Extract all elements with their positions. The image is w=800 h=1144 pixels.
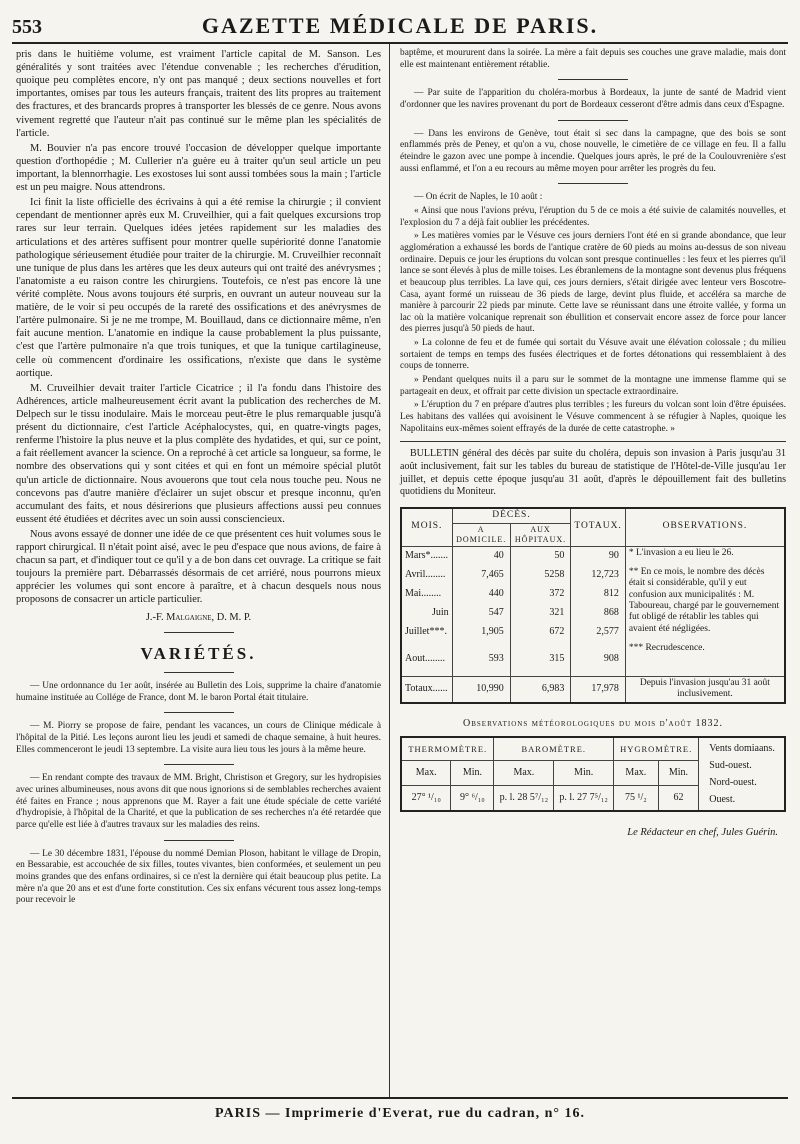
divider [164, 840, 234, 841]
col-header-totaux: TOTAUX. [571, 508, 626, 547]
cell-total-hopitaux: 6,983 [510, 676, 571, 702]
cell-total-label: Totaux...... [401, 676, 452, 702]
thermo-max-value: 27° ¹/₁₀ [401, 785, 451, 811]
max-label: Max. [614, 760, 659, 785]
news-item: — En rendant compte des travaux de MM. Bright, Christison et Gregory, sur les hydropisies avec urines albumineuses, nous avons dit que nous ignorions si de semblables recherches avaient été faites en France ; nous apprenons que M. Rayer a fait une étude spéciale de cette variété d'hydropisie, à l'hôpital de la Charité, et que la publication de ses recherches n'a été retardée que parce qu'elle est liée à d'autres travaux sur les maladies des reins. [16, 773, 381, 831]
editor-signature: Le Rédacteur en chef, Jules Guérin. [627, 827, 778, 839]
news-item: — Le 30 décembre 1831, l'épouse du nommé Demian Ploson, habitant le village de Dropin, en Bessarabie, est accouchée de six filles, toutes vivantes, bien conformées, et seulement un peu moins grandes que des enfans ordinaires, si ce n'est la dernière qui était beaucoup plus petite. La mère n'a que 20 ans et est d'une forte constitution. Ces six enfans vécurent tous assez long-temps pour recevoir le [16, 848, 381, 906]
wind-direction: Nord-ouest. [709, 777, 757, 789]
max-label: Max. [494, 760, 554, 785]
news-item: baptême, et moururent dans la soirée. La mère a fait depuis ses couches une grave maladie, mais dont elle est maintenant entièrement rétablie. [400, 48, 786, 70]
cell-domicile: 593 [452, 642, 510, 677]
cell-domicile: 440 [452, 585, 510, 604]
col-header-deces: DÉCÈS. [452, 508, 571, 523]
winds-cell [699, 737, 785, 811]
article-paragraph: M. Cruveilhier devait traiter l'article Cicatrice ; il l'a fondu dans l'histoire des Adhérences, article malheureusement écrit avant la publication des recherches de M. Delpech sur le tissu inodulaire. Mais le morceau peut-être le plus remarquable jusqu'à présent du dictionnaire, c'est l'article Acéphalocystes, qui, en quatre-vingts pages, renferme l'histoire la plus neuve et la plus complète des hydatides, et qui, sur ce point, a fait réellement avancer la science. On a reproché à cet article sa longueur, sa forme, le nombre des observations qui y sont citées et qui en font un mémoire spécial plutôt qu'un article de dictionnaire. Nous avouerons que tout cela nous touche peu. Nous ne concevons pas d'autre manière d'éclairer un sujet obscur et presque inconnu, qu'en accumulant des faits, et nous désirerions que plusieurs affections aussi peu connues eussent été étudiées et décrites avec un soin aussi consciencieux. [16, 382, 381, 525]
article-paragraph: Ici finit la liste officielle des écrivains à qui a été remise la chirurgie ; il convient cependant de mentionner après eux M. Cruveilhier, qui a fait quelques excursions trop rares sur leur terrain. Quelques idées jetées rapidement sur les maladies des articulations et des artères suffisent pour montrer quelle supériorité donne l'anatomie pathologique sérieusement étudiée pour traiter de la chirurgie. M. Cruveilhier reconnaît une tunique de plus dans les artères que les deux auteurs qui ont traité des anévrysmes ; l'anatomiste a eu raison contre les chirurgiens. Toutefois, ce n'est pas encore là une vérité complète. Nous avons toujours été surpris, en ouvrant un auteur nouveau sur la matière, de le voir si peu occupés de la rareté des ossifications et des anévrysmes de l'artère pulmonaire. Si je ne me trompe, M. Bouillaud, dans ce dictionnaire même, n'en fait aucune mention. L'anatomie en indique la cause probablement la plus puissante, c'est que l'artère pulmonaire n'a que trois tuniques, et que la tunique cartilagineuse, celle où commencent d'ordinaire les ossifications, n'existe que dans le système aortique. [16, 197, 381, 379]
cell-domicile: 547 [452, 604, 510, 623]
col-header-observations: OBSERVATIONS. [625, 508, 785, 547]
cell-observation: * L'invasion a eu lieu le 26. [625, 546, 785, 566]
cell-mois: Aout........ [401, 642, 452, 677]
news-item: « Ainsi que nous l'avions prévu, l'éruption du 5 de ce mois a été suivie de calamités nouvelles, et l'explosion du 7 a déjà fait oublier les précédentes. [400, 205, 786, 228]
cell-observation: ** En ce mois, le nombre des décès était si considérable, qu'il y eut confusion aux municipalités : M. Taboureau, chargé par le gouvernement fut obligé de rétablir les tables qui avaient été négligées. [625, 566, 785, 642]
cell-total: 812 [571, 585, 626, 604]
cell-domicile: 40 [452, 546, 510, 566]
min-label: Min. [658, 760, 699, 785]
right-column [390, 44, 788, 1099]
news-item: » L'éruption du 7 en prépare d'autres plus terribles ; les fureurs du volcan sont loin d'être épuisées. Les habitans des vallées qui avoisinent le Vésuve commencent à se réfugier à Naples, quoique les Napolitains eux-mêmes soient effrayés de la durée de cette catastrophe. » [400, 400, 786, 434]
col-header-thermo: THERMOMÈTRE. [401, 737, 494, 760]
meteo-table [400, 736, 786, 812]
cell-mois: Juin [401, 604, 452, 623]
cell-hopitaux: 315 [510, 642, 571, 677]
wind-direction: Ouest. [709, 794, 736, 806]
cell-hopitaux: 5258 [510, 566, 571, 585]
news-item: — M. Piorry se propose de faire, pendant les vacances, un cours de Clinique médicale à l'hôpital de la Pitié. Les leçons auront lieu les jeudi et samedi de chaque semaine, à huit heures. Elles commenceront le jeudi 13 septembre. La visite aura lieu tous les jours à la même heure. [16, 721, 381, 755]
page-number: 553 [12, 15, 42, 38]
news-item: — Dans les environs de Genève, tout était si sec dans la campagne, que des bois se sont enflammés près de Peney, et qu'on a vu, chose nouvelle, le cimetière de ce village en feu. Il a fallu éteindre le gazon avec une pompe à incendie. Quelques jours après, le pré de la Coulouvrenière s'est aussi enflammé, et l'on a eu recours au même moyen pour arrêter les progrès du feu. [400, 128, 786, 174]
meteo-title: Observations météorologiques du mois d'août 1832. [463, 717, 723, 729]
hygro-max-value: 75 ¹/₂ [614, 785, 659, 811]
left-column [12, 44, 390, 1099]
cell-total: 908 [571, 642, 626, 677]
col-header-mois: MOIS. [401, 508, 452, 547]
cell-domicile: 7,465 [452, 566, 510, 585]
col-header-baro: BAROMÈTRE. [494, 737, 614, 760]
divider [164, 632, 234, 633]
columns [12, 44, 788, 1099]
table-row [401, 546, 785, 566]
divider [558, 79, 628, 80]
cell-hopitaux: 372 [510, 585, 571, 604]
table-row [401, 566, 785, 585]
divider [558, 120, 628, 121]
cell-mois: Juillet***. [401, 623, 452, 642]
divider [400, 441, 786, 442]
page-header [12, 10, 788, 44]
journal-title: GAZETTE MÉDICALE DE PARIS. [201, 13, 599, 39]
news-item: — Par suite de l'apparition du choléra-morbus à Bordeaux, la junte de santé de Madrid vient d'ordonner que les navires provenant du port de Bordeaux cesseront d'être admis dans ceux d'Espagne. [400, 88, 786, 110]
article-paragraph: M. Bouvier n'a pas encore trouvé l'occasion de développer quelque importante question d'orthopédie ; M. Cullerier n'a guère eu à traiter qu'un seul article un peu important, la blennorrhagie. Les exostoses lui sont aussi tombées sous la main ; l'article est un peu maigre. Nous attendrons. [16, 142, 381, 194]
news-item: » Pendant quelques nuits il a paru sur le sommet de la montagne une immense flamme qui se partageait en deux, et offrait par cette division un spectacle extraordinaire. [400, 375, 786, 397]
cell-mois: Avril........ [401, 566, 452, 585]
cell-domicile: 1,905 [452, 623, 510, 642]
article-paragraph: Nous avons essayé de donner une idée de ce que présentent ces huit volumes sous le rapport chirurgical. Il n'était point aisé, avec le peu d'espace que nous avions, de faire à chacun sa part, et d'indiquer tout ce qu'il y a de bon dans cet ouvrage. La critique se fait toujours la première part. Débarrassés désormais de cet arriéré, nous pourrons mieux apprécier les volumes qui sont encore à paraître, et à chacun desquels nous nous proposons de consacrer un article particulier. [16, 528, 381, 606]
cell-hopitaux: 321 [510, 604, 571, 623]
baro-max-value: p. l. 28 5⁷/₁₂ [494, 785, 554, 811]
bulletin-intro: BULLETIN général des décès par suite du choléra, depuis son invasion à Paris jusqu'au 31 août inclusivement, fait sur les tables du bureau de statistique de l'Hôtel-de-Ville jusqu'au 1er juillet, et depuis cette époque jusqu'au 31 août, d'après le dépouillement fait des bulletins quotidiens du Moniteur. [400, 448, 786, 498]
cell-observation: *** Recrudescence. [625, 642, 785, 677]
cell-mois: Mai........ [401, 585, 452, 604]
deaths-table [400, 507, 786, 704]
article-paragraph: pris dans le huitième volume, est vraiment l'article capital de M. Sanson. Les généralités y sont traitées avec l'étendue convenable ; les recherches d'érudition, quoique peu complètes encore, n'y ont pas manqué ; deux sections nouvelles et fort importantes, omises par tous les auteurs français, traitent des lits propres au traitement des fractures, et des brancards propres à transporter les blessés de ce genre. Nous avons vivement regretté que l'auteur n'ait pas continué sur le même plan les spécialités de l'article. [16, 49, 381, 139]
max-label: Max. [401, 760, 451, 785]
imprint-footer: PARIS — Imprimerie d'Everat, rue du cadran, n° 16. [12, 1097, 788, 1123]
cell-total: 868 [571, 604, 626, 623]
cell-total-domicile: 10,990 [452, 676, 510, 702]
news-item: » Les matières vomies par le Vésuve ces jours derniers l'ont été en si grande abondance, que leur agglomération a exhaussé les bords de l'antique cratère de 60 pieds au moins au-dessus de son niveau ordinaire. Depuis ce jour les éruptions du volcan sont presque continuelles : les feux et les pierres qu'il lance se sont élevés à plus de mille toises. Les ébranlemens de la montagne sont devenus plus fréquens et beaucoup plus terribles. La lave qui, ces jours derniers, s'était dirigée avec lenteur vers Boscotre-Casa, ayant formé un ruisseau de 36 pieds de large, devint plus fluide, et accéléra sa marche de manière à parcourir 22 pieds par minute. Cette lave se réunissant dans une étroite vallée, y forma un lac où la matière volcanique reprenait son ébullition et conservait encore assez de force pour lancer des pierres jusqu'à 50 pieds de haut. [400, 231, 786, 335]
news-item: » La colonne de feu et de fumée qui sortait du Vésuve avait une élévation colossale ; du milieu sortaient de temps en temps des fusées électriques et de fortes détonations qui ressemblaient à des coups de tonnerre. [400, 338, 786, 372]
divider [164, 712, 234, 713]
divider [558, 183, 628, 184]
cell-grand-total: 17,978 [571, 676, 626, 702]
cell-hopitaux: 50 [510, 546, 571, 566]
hygro-min-value: 62 [658, 785, 699, 811]
col-header-hopitaux: AUX HÔPITAUX. [510, 523, 571, 546]
news-item: — Une ordonnance du 1er août, insérée au Bulletin des Lois, supprime la chaire d'anatomie humaine instituée au Collége de France, dont M. le baron Portal était titulaire. [16, 681, 381, 703]
baro-min-value: p. l. 27 7⁵/₁₂ [554, 785, 614, 811]
section-title: VARIÉTÉS. [140, 643, 257, 663]
cell-total: 90 [571, 546, 626, 566]
wind-direction: Sud-ouest. [709, 760, 752, 772]
cell-hopitaux: 672 [510, 623, 571, 642]
cell-total: 12,723 [571, 566, 626, 585]
divider [164, 764, 234, 765]
author-signature: J.-F. Malgaigne, D. M. P. [145, 611, 252, 623]
min-label: Min. [451, 760, 494, 785]
divider [164, 672, 234, 673]
table-row [401, 642, 785, 677]
winds-label: Vents domiaans. [709, 743, 775, 755]
col-header-domicile: A DOMICILE. [452, 523, 510, 546]
cell-mois: Mars*....... [401, 546, 452, 566]
cell-total: 2,577 [571, 623, 626, 642]
thermo-min-value: 9° ⁶/₁₀ [451, 785, 494, 811]
col-header-hygro: HYGROMÈTRE. [614, 737, 699, 760]
table-total-row [401, 676, 785, 702]
cell-observation: Depuis l'invasion jusqu'au 31 août inclusivement. [625, 676, 785, 702]
news-item: — On écrit de Naples, le 10 août : [414, 192, 543, 203]
min-label: Min. [554, 760, 614, 785]
